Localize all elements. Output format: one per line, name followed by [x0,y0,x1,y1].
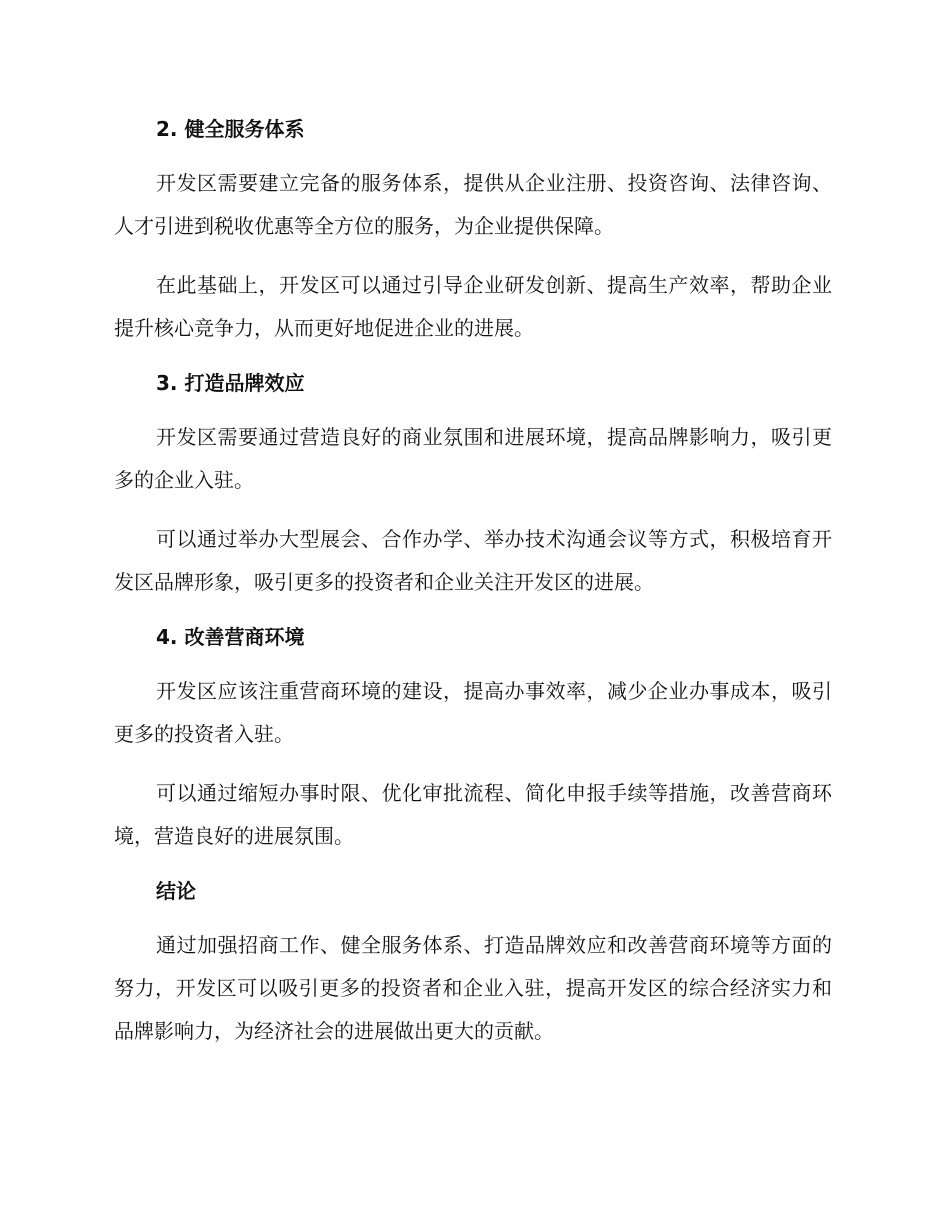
paragraph: 开发区需要建立完备的服务体系，提供从企业注册、投资咨询、法律咨询、人才引进到税收优惠等全方位的服务，为企业提供保障。 [114,171,832,238]
paragraph: 开发区应该注重营商环境的建设，提高办事效率，减少企业办事成本，吸引更多的投资者入驻。 [114,679,832,746]
paragraph: 开发区需要通过营造良好的商业氛围和进展环境，提高品牌影响力，吸引更多的企业入驻。 [114,425,832,492]
section-heading-brand-effect: 3. 打造品牌效应 [156,371,305,395]
section-heading-business-environment: 4. 改善营商环境 [156,625,305,649]
section-heading-service-system: 2. 健全服务体系 [156,117,305,141]
paragraph: 通过加强招商工作、健全服务体系、打造品牌效应和改善营商环境等方面的努力，开发区可以吸引更多的投资者和企业入驻，提高开发区的综合经济实力和品牌影响力，为经济社会的进展做出更大的贡献。 [114,933,832,1043]
paragraph: 在此基础上，开发区可以通过引导企业研发创新、提高生产效率，帮助企业提升核心竞争力，从而更好地促进企业的进展。 [114,273,832,340]
paragraph: 可以通过缩短办事时限、优化审批流程、简化申报手续等措施，改善营商环境，营造良好的进展氛围。 [114,781,832,848]
section-heading-conclusion: 结论 [156,879,196,903]
paragraph: 可以通过举办大型展会、合作办学、举办技术沟通会议等方式，积极培育开发区品牌形象，吸引更多的投资者和企业关注开发区的进展。 [114,527,832,594]
